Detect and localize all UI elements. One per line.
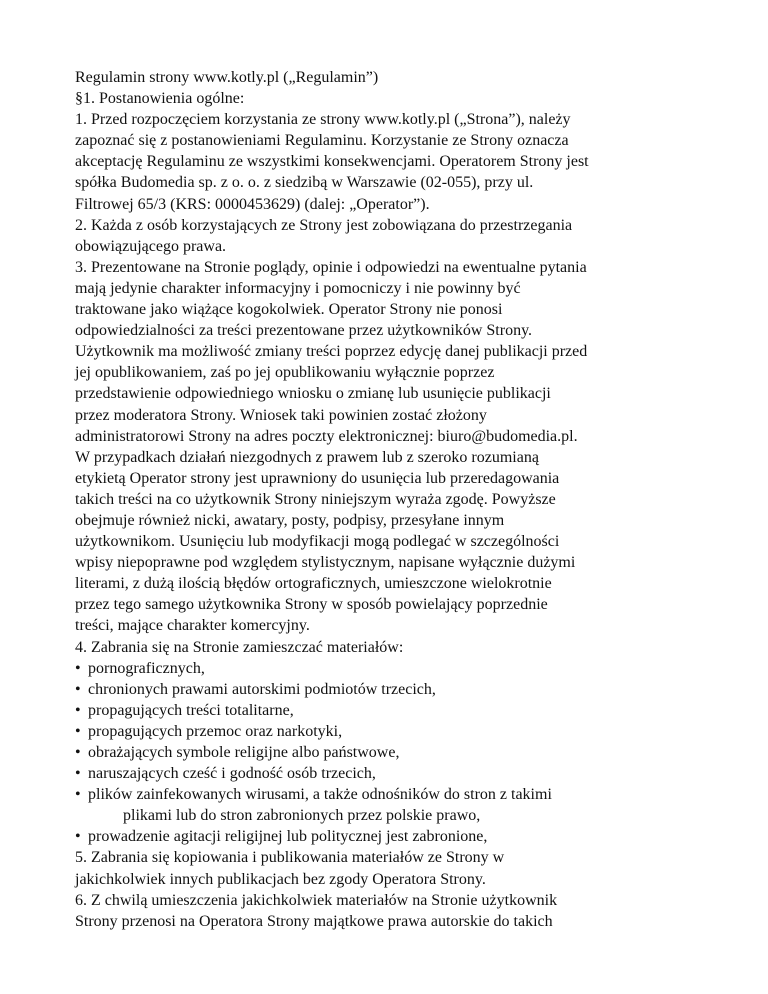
list-item <box>75 826 715 847</box>
bullet-icon: • <box>75 722 81 740</box>
paragraph-line: użytkownikom. Usunięciu lub modyfikacji mogą podlegać w szczególności <box>75 533 560 551</box>
paragraph-line: administratorowi Strony na adres poczty elektronicznej: biuro@budomedia.pl. <box>75 427 578 445</box>
list-item-text: plików zainfekowanych wirusami, a także odnośników do stron z takimi <box>88 786 552 804</box>
bullet-icon: • <box>75 744 81 761</box>
document-title: Regulamin strony www.kotly.pl („Regulamin”) <box>75 69 379 86</box>
paragraph-line: przez tego samego użytkownika Strony w sposób powielający poprzednie <box>75 596 548 614</box>
paragraph-line: obowiązującego prawa. <box>75 237 227 255</box>
list-item <box>75 679 715 700</box>
list-item <box>75 658 715 679</box>
list-item-text: pornograficznych, <box>88 659 205 677</box>
bullet-icon: • <box>75 786 81 804</box>
document-page <box>75 67 715 932</box>
paragraph-line: W przypadkach działań niezgodnych z prawem lub z szeroko rozumianą <box>75 448 539 466</box>
bullet-icon: • <box>75 701 81 719</box>
bullet-icon: • <box>75 828 81 846</box>
paragraph-line: jakichkolwiek innych publikacjach bez zgody Operatora Strony. <box>75 870 486 888</box>
paragraph-line: literami, z dużą ilością błędów ortograficznych, umieszczone wielokrotnie <box>75 575 552 593</box>
list-item <box>75 700 715 721</box>
paragraph-line: mają jedynie charakter informacyjny i pomocniczy i nie powinny być <box>75 279 521 297</box>
paragraph-line: 3. Prezentowane na Stronie poglądy, opinie i odpowiedzi na ewentualne pytania <box>75 258 587 276</box>
paragraph-line: spółka Budomedia sp. z o. o. z siedzibą w Warszawie (02-055), przy ul. <box>75 174 534 192</box>
list-item-text: naruszających cześć i godność osób trzecich, <box>88 765 376 783</box>
section-heading: §1. Postanowienia ogólne: <box>75 90 245 108</box>
paragraph-line: Filtrowej 65/3 (KRS: 0000453629) (dalej: „Operator”). <box>75 195 430 213</box>
paragraph-line: przedstawienie odpowiedniego wniosku o zmianę lub usunięcie publikacji <box>75 385 551 403</box>
paragraph-line: 6. Z chwilą umieszczenia jakichkolwiek materiałów na Stronie użytkownik <box>75 891 558 909</box>
list-item-text: propagujących przemoc oraz narkotyki, <box>88 722 343 740</box>
paragraph-line: 4. Zabrania się na Stronie zamieszczać materiałów: <box>75 638 404 656</box>
paragraph-line: takich treści na co użytkownik Strony niniejszym wyraża zgodę. Powyższe <box>75 490 556 508</box>
list-item-text: propagujących treści totalitarne, <box>88 701 294 719</box>
paragraph-line: obejmuje również nicki, awatary, posty, podpisy, przesyłane innym <box>75 511 505 529</box>
list-item <box>75 784 715 805</box>
paragraph-line: wpisy niepoprawne pod względem stylistycznym, napisane wyłącznie dużymi <box>75 554 576 572</box>
list-item-text: obrażających symbole religijne albo państwowe, <box>88 744 400 761</box>
list-item-text: prowadzenie agitacji religijnej lub politycznej jest zabronione, <box>88 828 488 846</box>
paragraph-line: odpowiedzialności za treści prezentowane przez użytkowników Strony. <box>75 322 533 340</box>
paragraph-line: 5. Zabrania się kopiowania i publikowania materiałów ze Strony w <box>75 849 505 867</box>
list-item <box>75 742 715 763</box>
bullet-icon: • <box>75 765 81 783</box>
bullet-icon: • <box>75 659 81 677</box>
paragraph-line: 2. Każda z osób korzystających ze Strony jest zobowiązana do przestrzegania <box>75 216 573 234</box>
list-item-continuation: plikami lub do stron zabronionych przez polskie prawo, <box>123 807 481 825</box>
list-item-text: chronionych prawami autorskimi podmiotów trzecich, <box>88 680 436 698</box>
list-item <box>75 721 715 742</box>
paragraph-line: Strony przenosi na Operatora Strony majątkowe prawa autorskie do takich <box>75 912 553 930</box>
paragraph-line: Użytkownik ma możliwość zmiany treści poprzez edycję danej publikacji przed <box>75 343 588 361</box>
paragraph-line: etykietą Operator strony jest uprawniony do usunięcia lub przeredagowania <box>75 469 560 487</box>
paragraph-line: przez moderatora Strony. Wniosek taki powinien zostać złożony <box>75 406 487 424</box>
paragraph-line: akceptację Regulaminu ze wszystkimi konsekwencjami. Operatorem Strony jest <box>75 153 589 171</box>
paragraph-line: treści, mające charakter komercyjny. <box>75 617 310 635</box>
list-item <box>75 763 715 784</box>
bullet-icon: • <box>75 680 81 698</box>
paragraph-line: 1. Przed rozpoczęciem korzystania ze strony www.kotly.pl („Strona”), należy <box>75 111 571 129</box>
paragraph-line: jej opublikowaniem, zaś po jej opublikowaniu wyłącznie poprzez <box>75 364 495 382</box>
paragraph-line: zapoznać się z postanowieniami Regulaminu. Korzystanie ze Strony oznacza <box>75 132 569 150</box>
paragraph-line: traktowane jako wiążące kogokolwiek. Operator Strony nie ponosi <box>75 301 503 319</box>
